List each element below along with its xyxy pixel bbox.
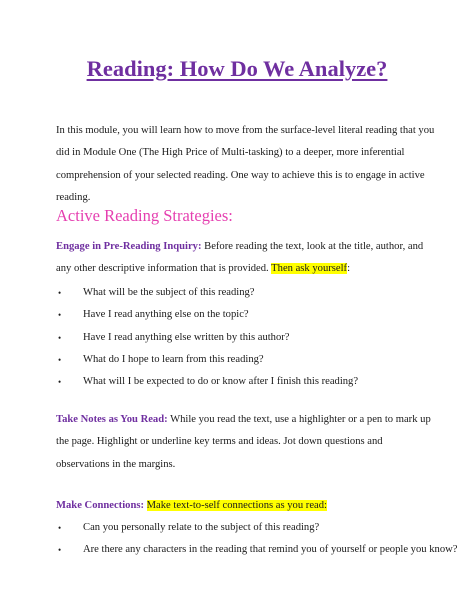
list-item (56, 349, 446, 371)
pre-reading-paragraph (56, 236, 436, 281)
connections-lead: Make Connections: (56, 500, 144, 511)
pre-reading-question-list (56, 282, 446, 393)
connections-paragraph (56, 495, 436, 517)
intro-paragraph: In this module, you will learn how to move from the surface-level literal reading that you did in Module One (The High Price of Multi-tasking) to a deeper, more inferential comprehension of your selected reading. One way to achieve this is to engage in active reading. (56, 125, 435, 203)
list-item-text: What will I be expected to do or know after I finish this reading? (83, 376, 359, 388)
bullet-icon: • (58, 354, 62, 365)
bullet-icon: • (58, 288, 62, 298)
bullet-icon: • (58, 332, 62, 343)
list-item (56, 539, 458, 561)
pre-reading-text: Before reading the text, look at the title, author, and any other descriptive information that is provided. (56, 241, 424, 275)
bullet-icon: • (58, 310, 62, 321)
strategies-heading: Active Reading Strategies: (56, 206, 233, 225)
take-notes-lead: Take Notes as You Read: (56, 414, 168, 425)
list-item (56, 282, 446, 304)
list-item (56, 517, 446, 539)
connections-highlight: Make text-to-self connections as you read: (146, 500, 327, 511)
list-item-text: Have I read anything else written by this author? (83, 331, 290, 343)
take-notes-text: While you read the text, use a highlighter or a pen to mark up the page. Highlight or underline key terms and ideas. Jot down questions and observations in the margins. (56, 414, 431, 470)
list-item-text: What do I hope to learn from this reading? (83, 353, 264, 365)
page-title: Reading: How Do We Analyze? (86, 56, 388, 81)
list-item-text: Have I read anything else on the topic? (83, 309, 249, 321)
pre-reading-lead: Engage in Pre-Reading Inquiry: (56, 241, 202, 252)
connections-question-list (56, 517, 458, 562)
list-item (56, 371, 446, 393)
take-notes-paragraph (56, 409, 436, 476)
bullet-icon: • (58, 523, 62, 533)
list-item-text: What will be the subject of this reading? (83, 287, 255, 298)
pre-reading-highlight: Then ask yourself (271, 263, 348, 275)
list-item (56, 304, 446, 326)
bullet-icon: • (58, 377, 62, 388)
pre-reading-colon: : (347, 263, 351, 275)
bullet-icon: • (58, 545, 62, 556)
list-item-text: Can you personally relate to the subject of this reading? (83, 522, 320, 533)
list-item-text: Are there any characters in the reading that remind you of yourself or people you know? (83, 544, 458, 556)
list-item (56, 327, 446, 349)
